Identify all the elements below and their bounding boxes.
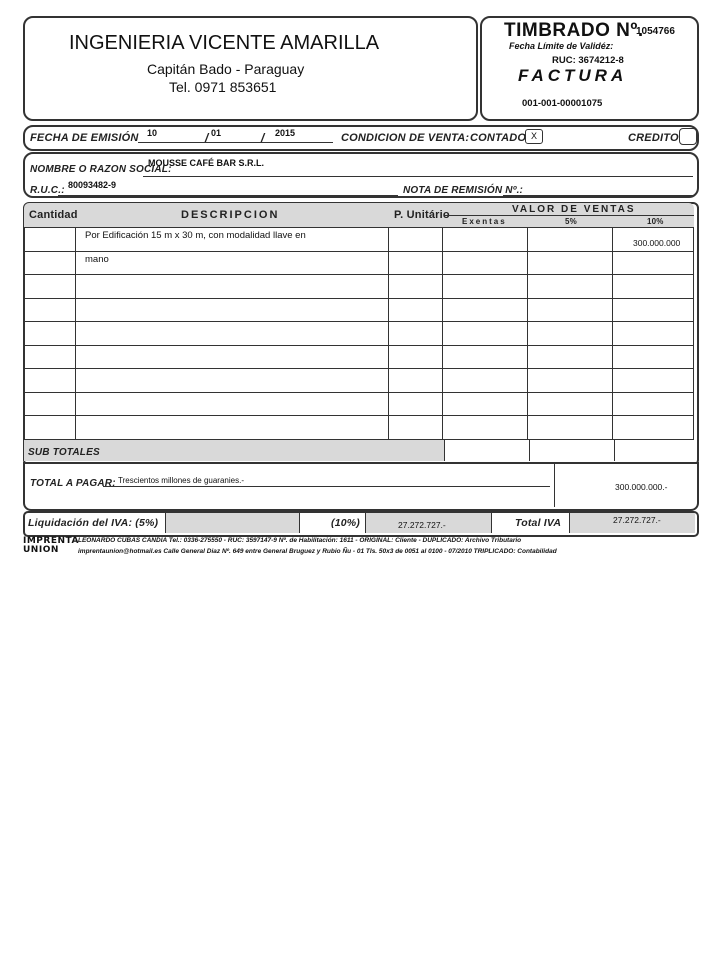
header-valor: VALOR DE VENTAS [512,204,636,215]
item-description-line2: mano [85,254,109,265]
items-table [24,227,694,440]
condicion-label: CONDICION DE VENTA: [341,132,470,144]
header-descripcion: DESCRIPCION [181,209,280,221]
table-row [25,275,694,299]
printer-logo: IMPRENTA UNION [23,536,79,555]
subtotales-line [24,439,694,440]
header-cinco: 5% [565,217,577,226]
valor-sub-line [445,215,694,216]
subtotal-sep-1 [444,440,445,461]
company-name: INGENIERIA VICENTE AMARILLA [69,32,380,54]
doc-type: FACTURA [518,66,628,85]
ruc-line [58,195,398,196]
table-row [25,416,694,440]
table-row [25,322,694,346]
date-sep-2: / [261,131,265,145]
subtotales-label: SUB TOTALES [28,447,100,458]
subtotal-sep-2 [529,440,530,461]
total-sep [554,463,555,507]
total-label: TOTAL A PAGAR: [30,478,116,489]
total-words: Trescientos millones de guaranies.- [118,476,244,485]
razon-line [143,176,693,177]
company-city: Capitán Bado - Paraguay [147,61,305,77]
cliente-box [23,152,699,198]
company-phone: Tel. 0971 853651 [169,79,277,95]
table-row [25,251,694,275]
item-description-line1: Por Edificación 15 m x 30 m, con modalidad llave en [85,230,306,241]
emision-label: FECHA DE EMISIÓN [30,132,139,144]
company-header-box [23,16,478,121]
header-cantidad: Cantidad [29,209,78,221]
table-row [25,392,694,416]
item-amount-10: 300.000.000 [633,238,681,248]
contado-label: CONTADO [470,132,527,144]
total-words-line [103,486,550,487]
contado-checkbox[interactable]: X [525,129,543,144]
credito-checkbox[interactable] [679,128,697,145]
credito-label: CREDITO [628,132,679,144]
validity-label: Fecha Límite de Validéz: [509,41,614,51]
iva5-cell [165,513,300,533]
razon-value: MOUSSE CAFÉ BAR S.R.L. [148,158,265,168]
timbrado-number: 1054766 [636,26,675,37]
iva10-amount: 27.272.727.- [398,520,446,530]
timbrado-box [480,16,699,121]
printer-line2: imprentaunion@hotmail.es Calle General Diaz Nº. 649 entre General Bruguez y Rubio Ñu - 01 Tls. 50x3 de 0051 al 0100 - 07/2010 TRIPLICADO: Contabilidad [78,548,557,555]
emision-year: 2015 [275,128,296,138]
ruc-value: 80093482-9 [68,180,117,190]
total-iva-label: Total IVA [515,517,562,529]
total-iva-amount: 27.272.727.- [613,515,661,525]
ruc-label: R.U.C.: [30,185,65,196]
emision-line [138,142,333,143]
remision-line [503,195,693,196]
timbrado-ruc: RUC: 3674212-8 [552,55,624,66]
header-exentas: Exentas [462,217,507,226]
header-unitario: P. Unitário [394,209,450,221]
header-diez: 10% [647,217,664,226]
emision-day: 10 [147,128,158,138]
subtotal-sep-3 [614,440,615,461]
emision-box [23,125,699,151]
table-row [25,345,694,369]
razon-label: NOMBRE O RAZON SOCIAL: [30,164,172,175]
iva10-label: (10%) [331,517,361,529]
timbrado-label: TIMBRADO Nº. [504,20,644,41]
total-amount: 300.000.000.- [615,482,668,492]
printer-line1: LEONARDO CUBAS CANDIA Tel.: 0336-275550 - RUC: 3597147-9 Nº. de Habilitación: 1611 - ORIGINAL: Cliente - DUPLICADO: Archivo Tributario [78,537,522,544]
table-row [25,369,694,393]
remision-label: NOTA DE REMISIÓN Nº.: [403,185,524,196]
date-sep-1: / [205,131,209,145]
invoice-number: 001-001-00001075 [522,98,603,109]
table-row [25,298,694,322]
iva-label: Liquidación del IVA: (5%) [28,517,159,529]
emision-month: 01 [211,128,222,138]
